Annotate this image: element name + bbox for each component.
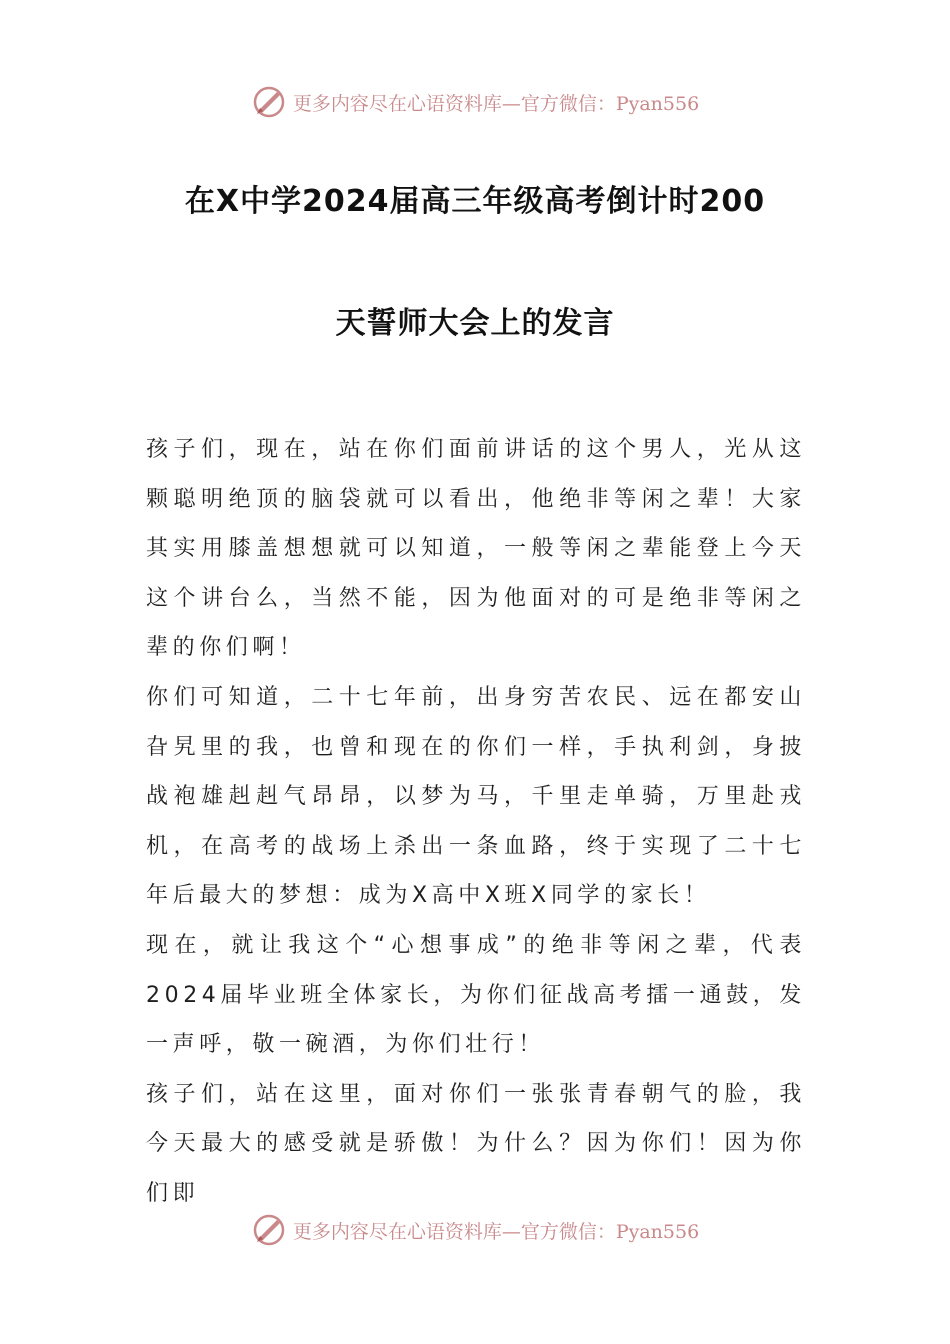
document-title-line2: 天誓师大会上的发言 [335, 306, 615, 341]
watermark-text: 更多内容尽在心语资料库—官方微信：Pyan556 [292, 1220, 700, 1243]
footer-watermark [0, 1210, 950, 1250]
header-watermark [0, 82, 950, 122]
paragraph: 孩子们，站在这里，面对你们一张张青春朝气的脸，我今天最大的感受就是骄傲！为什么？因为你们！因为你们即 [146, 1081, 806, 1206]
document-body [146, 425, 806, 1219]
paragraph: 现在，就让我这个“心想事成”的绝非等闲之辈，代表2024届毕业班全体家长，为你们征战高考擂一通鼓，发一声呼，敬一碗酒，为你们壮行！ [146, 932, 806, 1058]
paragraph: 你们可知道，二十七年前，出身穷苦农民、远在都安山旮旯里的我，也曾和现在的你们一样，手执利剑，身披战袍雄赳赳气昂昂，以梦为马，千里走单骑，万里赴戎机，在高考的战场上杀出一条血路，终于实现了二十七年后最大的梦想：成为X高中X班X同学的家长！ [146, 684, 806, 909]
document-title-line1: 在X中学2024届高三年级高考倒计时200 [184, 184, 766, 219]
watermark-text: 更多内容尽在心语资料库—官方微信：Pyan556 [292, 92, 700, 115]
pen-logo-icon [251, 1212, 287, 1248]
pen-logo-icon [251, 84, 287, 120]
paragraph: 孩子们，现在，站在你们面前讲话的这个男人，光从这颗聪明绝顶的脑袋就可以看出，他绝非等闲之辈！大家其实用膝盖想想就可以知道，一般等闲之辈能登上今天这个讲台么，当然不能，因为他面对的可是绝非等闲之辈的你们啊！ [146, 437, 806, 661]
